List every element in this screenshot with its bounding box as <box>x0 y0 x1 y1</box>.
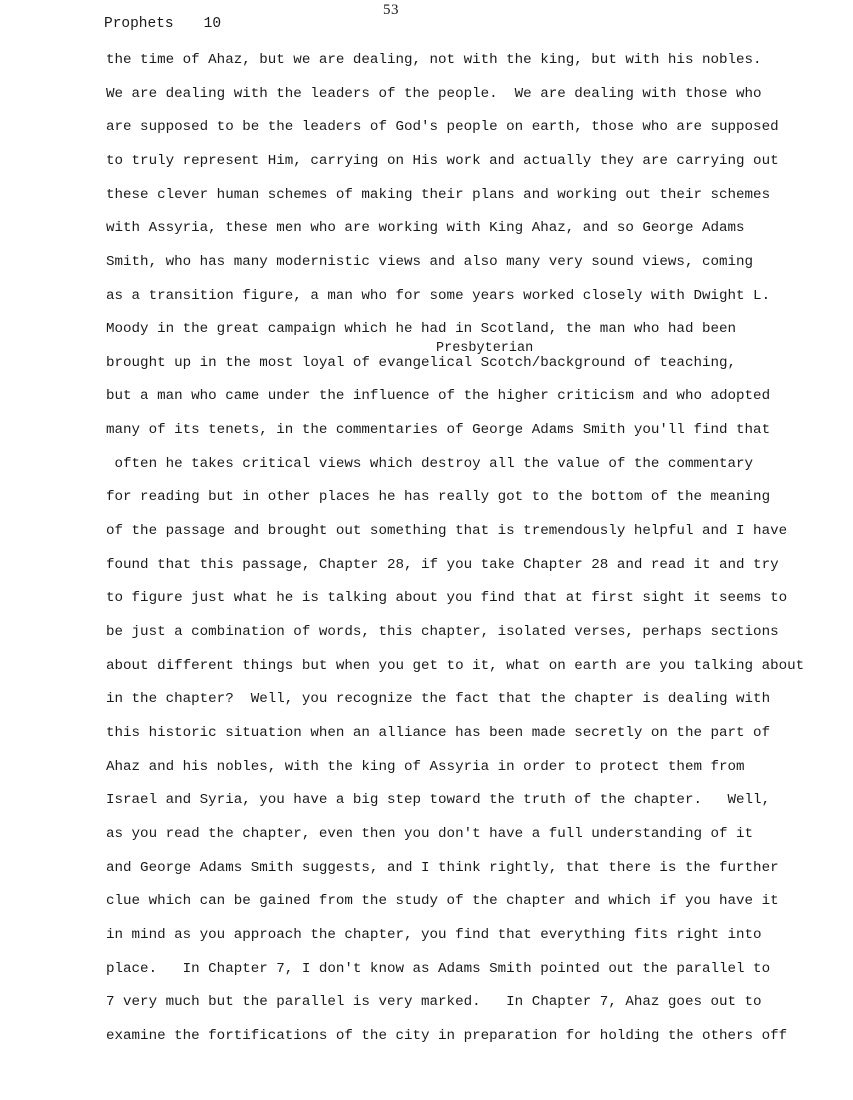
running-head <box>104 16 221 32</box>
text-line: Moody in the great campaign which he had in Scotland, the man who had been <box>106 321 737 337</box>
text-line: to figure just what he is talking about you find that at first sight it seems to <box>106 590 788 606</box>
text-line: in the chapter? Well, you recognize the fact that the chapter is dealing with <box>106 691 771 707</box>
text-line: Israel and Syria, you have a big step toward the truth of the chapter. Well, <box>106 792 771 808</box>
interlinear-insertion: Presbyterian <box>436 341 534 356</box>
text-line: Smith, who has many modernistic views and also many very sound views, coming <box>106 254 754 270</box>
text-line: be just a combination of words, this chapter, isolated verses, perhaps sections <box>106 624 779 640</box>
text-line: are supposed to be the leaders of God's people on earth, those who are supposed <box>106 119 779 135</box>
text-line: place. In Chapter 7, I don't know as Adams Smith pointed out the parallel to <box>106 961 771 977</box>
text-line: as you read the chapter, even then you don't have a full understanding of it <box>106 826 754 842</box>
text-line: Ahaz and his nobles, with the king of Assyria in order to protect them from <box>106 759 745 775</box>
text-line: and George Adams Smith suggests, and I think rightly, that there is the further <box>106 860 779 876</box>
text-line: examine the fortifications of the city in preparation for holding the others off <box>106 1028 788 1044</box>
text-line: brought up in the most loyal of evangelical Scotch/background of teaching, <box>106 355 737 371</box>
text-line: in mind as you approach the chapter, you find that everything fits right into <box>106 927 762 943</box>
text-line: many of its tenets, in the commentaries of George Adams Smith you'll find that <box>106 422 771 438</box>
text-line: often he takes critical views which destroy all the value of the commentary <box>106 456 754 472</box>
text-line: this historic situation when an alliance has been made secretly on the part of <box>106 725 771 741</box>
text-line: We are dealing with the leaders of the people. We are dealing with those who <box>106 86 762 102</box>
text-line: for reading but in other places he has really got to the bottom of the meaning <box>106 489 771 505</box>
text-line: about different things but when you get to it, what on earth are you talking about <box>106 658 805 674</box>
running-head-number: 10 <box>203 16 222 32</box>
text-line: of the passage and brought out something that is tremendously helpful and I have <box>106 523 788 539</box>
text-line: to truly represent Him, carrying on His work and actually they are carrying out <box>106 153 779 169</box>
text-line: with Assyria, these men who are working with King Ahaz, and so George Adams <box>106 220 745 236</box>
running-head-title: Prophets <box>104 16 174 32</box>
page-number: 53 <box>383 2 399 18</box>
text-line: as a transition figure, a man who for some years worked closely with Dwight L. <box>106 288 771 304</box>
text-line: found that this passage, Chapter 28, if you take Chapter 28 and read it and try <box>106 557 779 573</box>
text-line: these clever human schemes of making their plans and working out their schemes <box>106 187 771 203</box>
text-line: but a man who came under the influence of the higher criticism and who adopted <box>106 388 771 404</box>
text-line: the time of Ahaz, but we are dealing, not with the king, but with his nobles. <box>106 52 762 68</box>
text-line: clue which can be gained from the study of the chapter and which if you have it <box>106 893 779 909</box>
text-line: 7 very much but the parallel is very marked. In Chapter 7, Ahaz goes out to <box>106 994 762 1010</box>
